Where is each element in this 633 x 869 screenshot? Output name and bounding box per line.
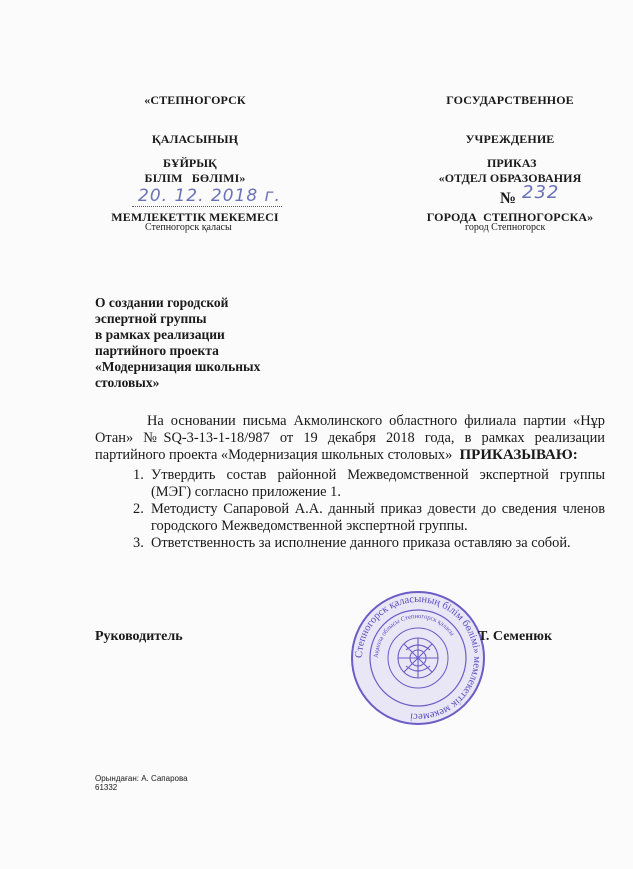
title-line-1: О создании городской <box>95 295 229 310</box>
item-number: 1. <box>133 467 144 483</box>
header-right-line-1: ГОСУДАРСТВЕННОЕ <box>446 93 574 107</box>
doc-type-kz: БҰЙРЫҚ <box>163 156 217 170</box>
title-line-2: эспертной группы <box>95 311 207 326</box>
item-text: Ответственность за исполнение данного приказа оставляю за собой. <box>151 535 571 551</box>
header-left-line-1: «СТЕПНОГОРСК <box>144 93 246 107</box>
date-underline <box>132 206 282 207</box>
official-stamp <box>348 588 488 728</box>
doc-type-ru: ПРИКАЗ <box>487 156 537 170</box>
order-word: ПРИКАЗЫВАЮ: <box>459 447 578 463</box>
date-handwritten: 20. 12. 2018 г. <box>138 186 281 206</box>
header-left-line-4: МЕМЛЕКЕТТІК МЕКЕМЕСІ <box>111 210 279 224</box>
stamp-inner-text: Ақмола облысы Степногорск қаласы <box>372 612 456 659</box>
executor: Орындаған: А. Сапарова <box>95 774 188 783</box>
header-right <box>410 68 610 237</box>
list-item <box>133 467 605 501</box>
header-right-line-4: ГОРОДА СТЕПНОГОРСКА» <box>426 210 594 224</box>
number-label: № <box>500 190 517 207</box>
header-left-line-2: ҚАЛАСЫНЫҢ <box>151 132 239 146</box>
header-left <box>95 68 295 237</box>
signature-name: Т. Семенюк <box>478 629 553 644</box>
city-ru: город Степногорск <box>465 222 546 233</box>
item-text: Утвердить состав районной Межведомственной экспертной группы (МЭГ) согласно приложение 1. <box>151 467 605 500</box>
title-line-6: столовых» <box>95 375 160 390</box>
emblem-icon <box>398 638 438 678</box>
executor-phone: 61332 <box>95 783 118 792</box>
signature-role: Руководитель <box>95 629 183 644</box>
item-number: 2. <box>133 501 144 517</box>
city-kz: Степногорск қаласы <box>145 222 232 233</box>
item-text: Методисту Сапаровой А.А. данный приказ довести до сведения членов городского Межведомственной экспертной группы. <box>151 501 605 534</box>
items-list <box>133 467 605 552</box>
title-line-4: партийного проекта <box>95 343 219 358</box>
list-item <box>133 535 605 552</box>
list-item <box>133 501 605 535</box>
order-title <box>95 295 315 391</box>
header-right-line-3: «ОТДЕЛ ОБРАЗОВАНИЯ <box>438 171 582 185</box>
number-handwritten: 232 <box>522 182 560 203</box>
item-number: 3. <box>133 535 144 551</box>
header-left-line-3: БІЛІМ БӨЛІМІ» <box>144 171 246 185</box>
intro-paragraph <box>95 413 605 464</box>
order-items <box>133 467 605 552</box>
title-line-3: в рамках реализации <box>95 327 225 342</box>
title-line-5: «Модернизация школьных <box>95 359 261 374</box>
header-right-line-2: УЧРЕЖДЕНИЕ <box>465 132 555 146</box>
intro-text: На основании письма Акмолинского областного филиала партии «Нұр Отан» №SQ-3-13-1-18/987 от 19 декабря 2018 года, в рамках реализации партийного проекта «Модернизация школьных столовых» <box>95 413 605 463</box>
stamp-outer-text: Степногорск қаласының білім бөлімі» мемлекеттік мекемесі <box>353 593 483 723</box>
